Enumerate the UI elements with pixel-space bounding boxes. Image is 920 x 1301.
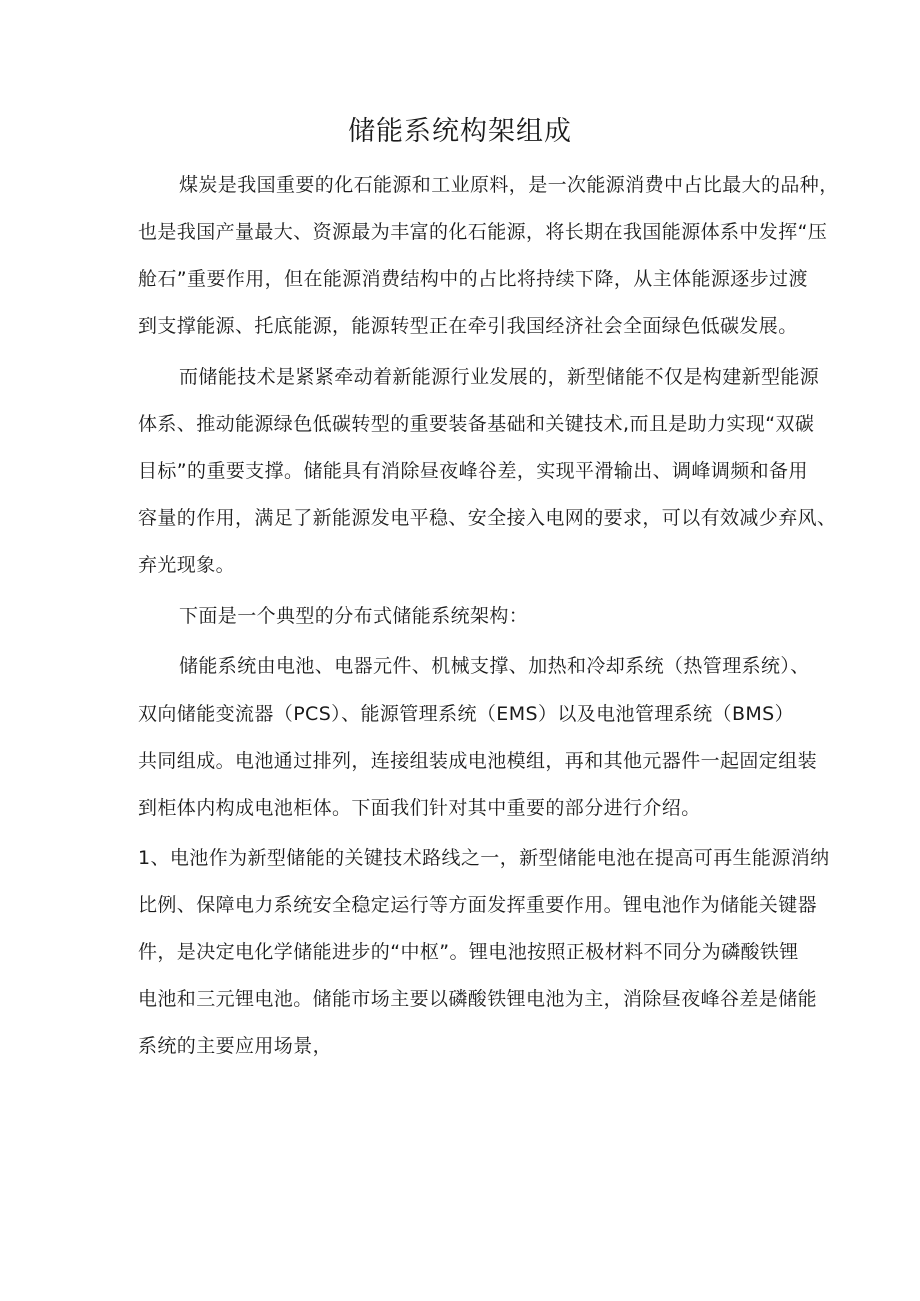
paragraph-1-line-3: 舱石”重要作用，但在能源消费结构中的占比将持续下降，从主体能源逐步过渡 bbox=[138, 268, 808, 290]
paragraph-4-line-3: 共同组成。电池通过排列，连接组装成电池模组，再和其他元器件一起固定组装 bbox=[138, 750, 818, 772]
paragraph-2-line-2: 体系、推动能源绿色低碳转型的重要装备基础和关键技术,而且是助力实现“双碳 bbox=[138, 413, 815, 435]
paragraph-2-line-4: 容量的作用，满足了新能源发电平稳、安全接入电网的要求，可以有效减少弃风、 bbox=[138, 507, 837, 529]
paragraph-5-line-1: 1、电池作为新型储能的关键技术路线之一，新型储能电池在提高可再生能源消纳 bbox=[138, 847, 830, 869]
paragraph-1-line-2: 也是我国产量最大、资源最为丰富的化石能源，将长期在我国能源体系中发挥“压 bbox=[138, 221, 828, 243]
paragraph-1-line-1: 煤炭是我国重要的化石能源和工业原料，是一次能源消费中占比最大的品种， bbox=[179, 174, 839, 196]
paragraph-4-line-1: 储能系统由电池、电器元件、机械支撑、加热和冷却系统（热管理系统）、 bbox=[179, 655, 810, 677]
paragraph-3-line-1: 下面是一个典型的分布式储能系统架构： bbox=[179, 605, 529, 627]
paragraph-2-line-5: 弃光现象。 bbox=[138, 554, 236, 576]
paragraph-2-line-3: 目标”的重要支撑。储能具有消除昼夜峰谷差，实现平滑输出、调峰调频和备用 bbox=[138, 460, 808, 482]
paragraph-1-line-4: 到支撑能源、托底能源，能源转型正在牵引我国经济社会全面绿色低碳发展。 bbox=[138, 315, 798, 337]
paragraph-4-line-4: 到柜体内构成电池柜体。下面我们针对其中重要的部分进行介绍。 bbox=[138, 797, 701, 819]
paragraph-5-line-5: 系统的主要应用场景， bbox=[138, 1035, 333, 1057]
paragraph-5-line-3: 件，是决定电化学储能进步的“中枢”。锂电池按照正极材料不同分为磷酸铁锂 bbox=[138, 941, 799, 963]
document-title: 储能系统构架组成 bbox=[348, 116, 572, 147]
paragraph-2-line-1: 而储能技术是紧紧牵动着新能源行业发展的，新型储能不仅是构建新型能源 bbox=[179, 366, 820, 388]
paragraph-4-line-2: 双向储能变流器（PCS）、能源管理系统（EMS）以及电池管理系统（BMS） bbox=[138, 703, 795, 725]
paragraph-5-line-2: 比例、保障电力系统安全稳定运行等方面发挥重要作用。锂电池作为储能关键器 bbox=[138, 894, 818, 916]
paragraph-5-line-4: 电池和三元锂电池。储能市场主要以磷酸铁锂电池为主，消除昼夜峰谷差是储能 bbox=[138, 988, 818, 1010]
